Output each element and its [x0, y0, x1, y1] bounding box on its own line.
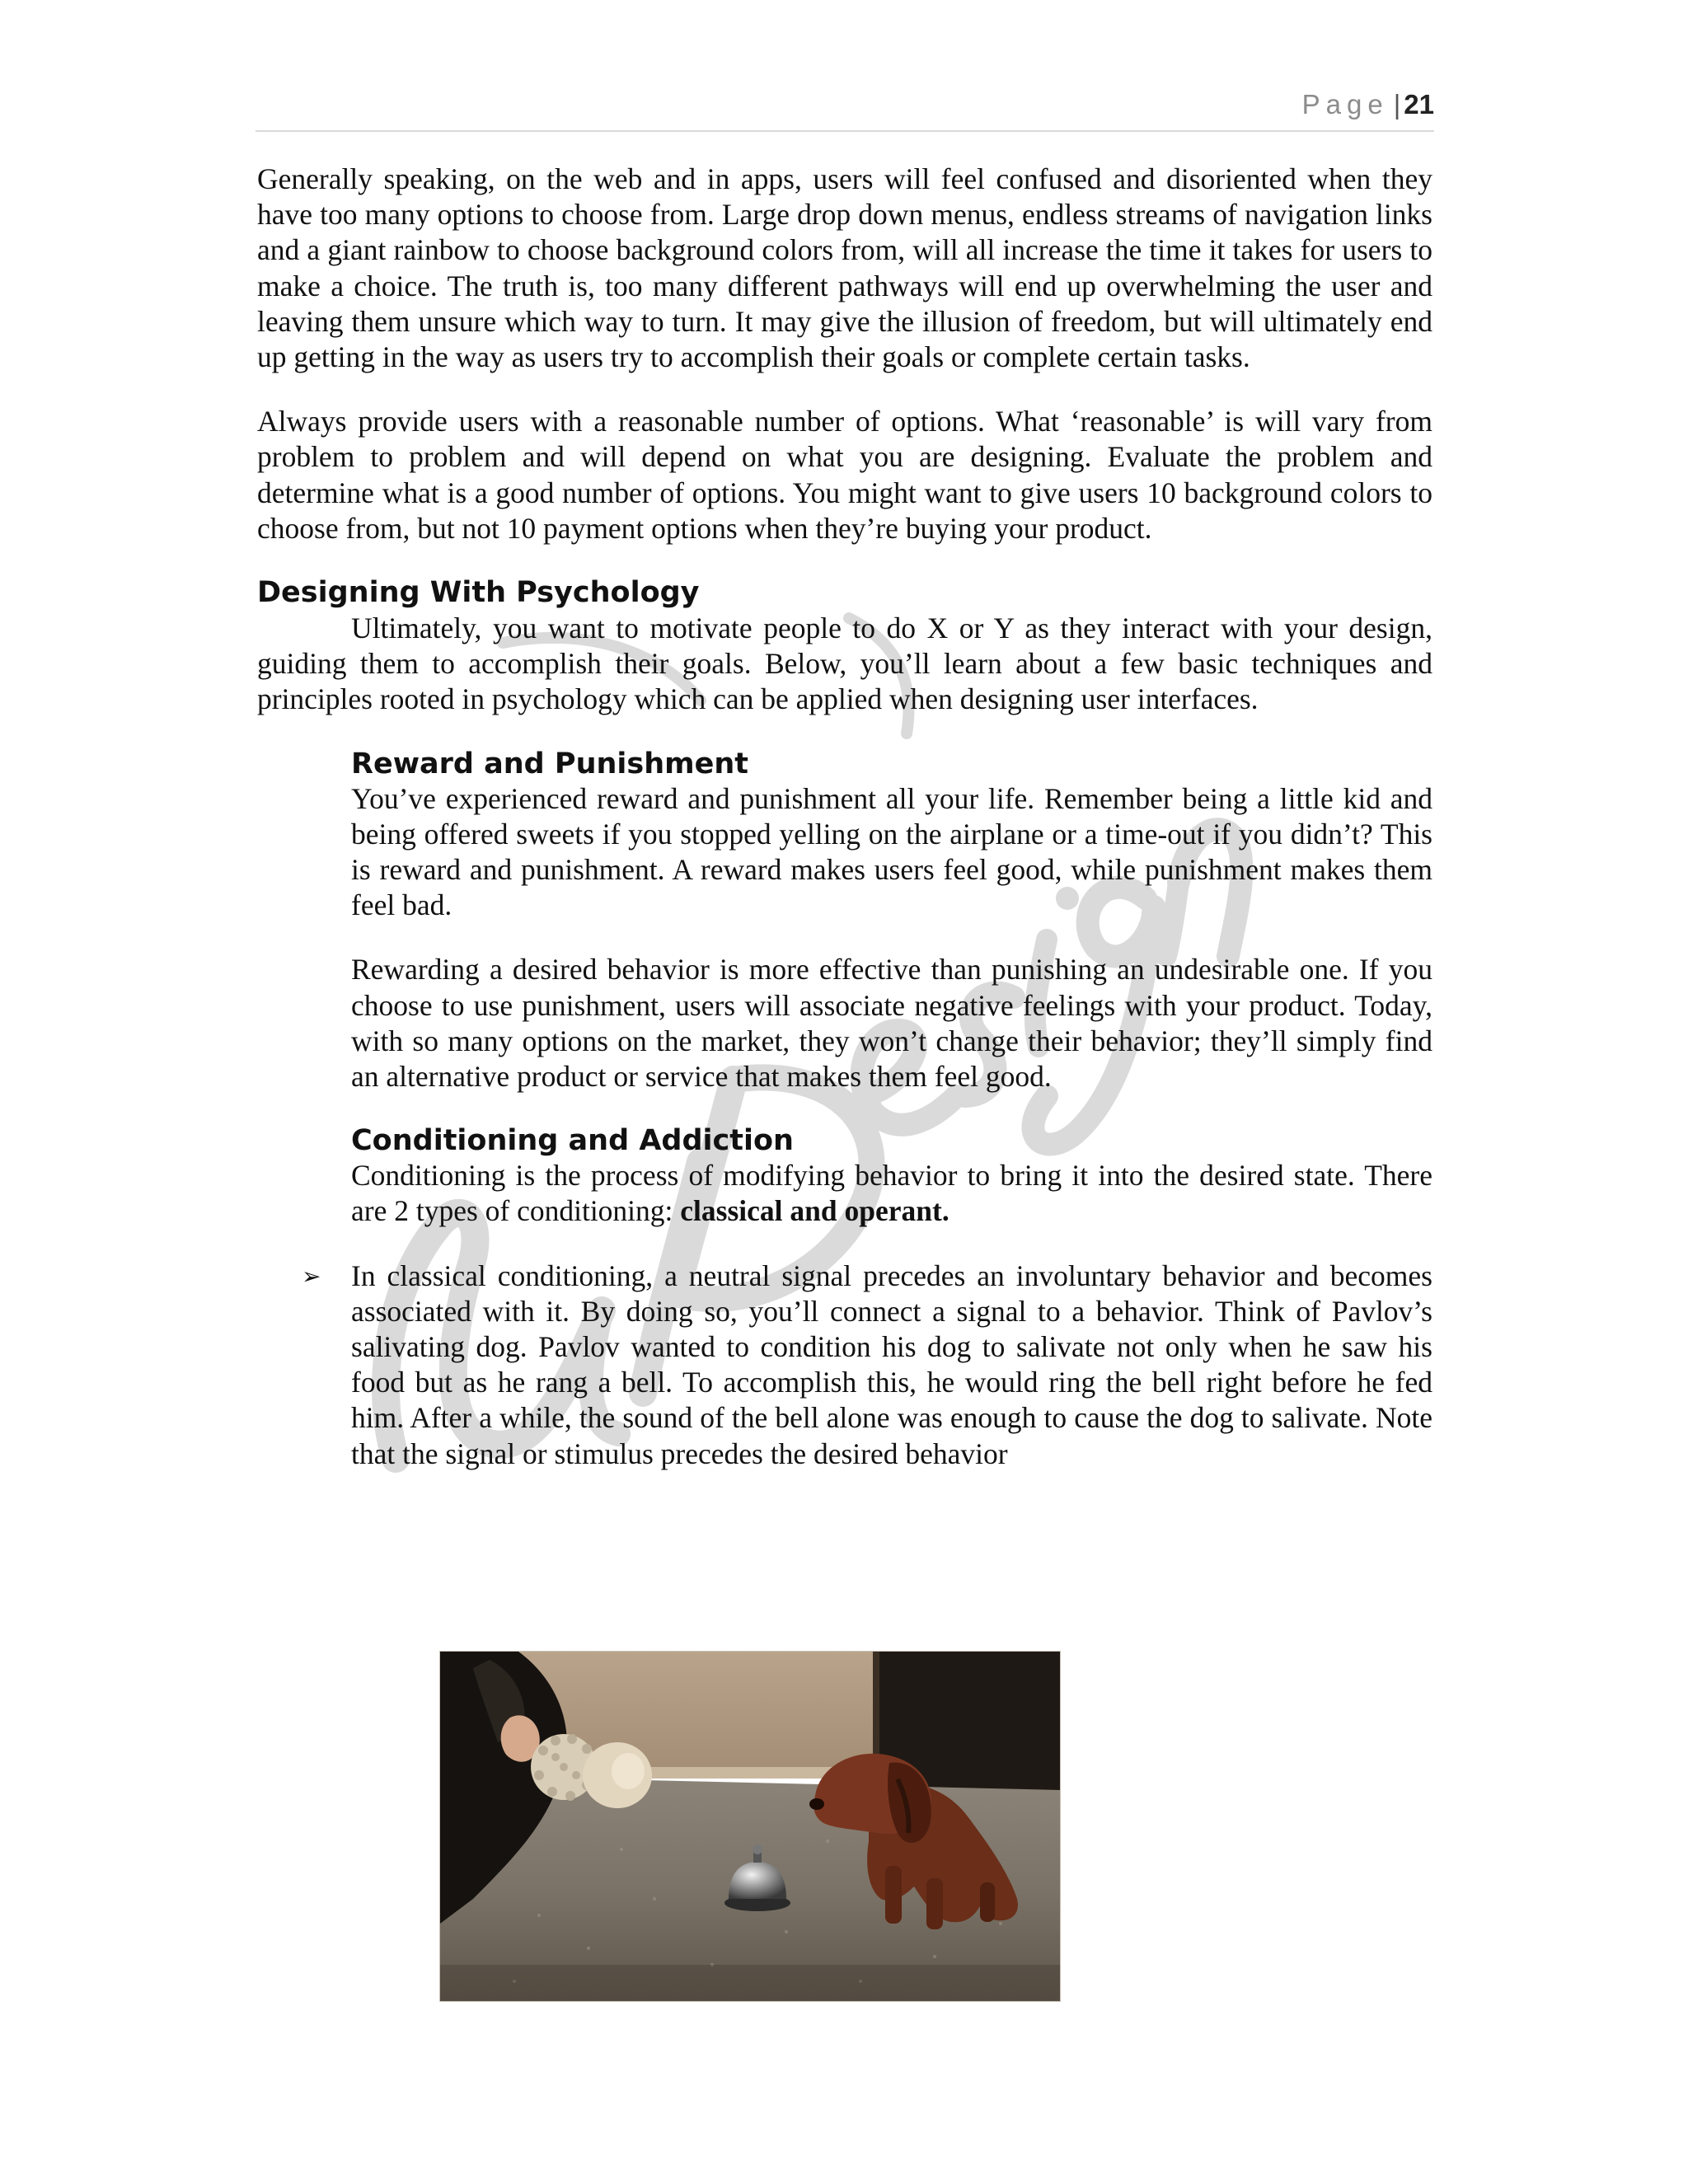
page-label: Page [1301, 89, 1389, 120]
document-body [257, 162, 1432, 1472]
paragraph-reasonable-options: Always provide users with a reasonable number of options. What ‘reasonable’ is will vary from problem to problem and will depend on what you are designing. Evaluate the problem and determine what is a good number of options. You might want to give users 10 background colors to choose from, but not 10 payment options when they’re buying your product. [257, 405, 1432, 545]
heading-reward-and-punishment: Reward and Punishment [351, 747, 749, 780]
page-header [256, 89, 1434, 132]
list-item [302, 1258, 1432, 1472]
paragraph-psychology-intro: Ultimately, you want to motivate people to do X or Y as they interact with your design, guiding them to accomplish their goals. Below, you’ll learn about a few basic techniques and principles rooted in psychology which can be applied when designing user interfaces. [257, 612, 1432, 716]
paragraph-reward-2: Rewarding a desired behavior is more effective than punishing an undesirable one. If you choose to use punishment, users will associate negative feelings with your product. Today, with so many options on the market, they won’t change their behavior; they’ll simply find an alternative product or service that makes them feel good. [351, 953, 1432, 1094]
paragraph-conditioning [351, 1158, 1432, 1229]
paragraph-choices: Generally speaking, on the web and in apps, users will feel confused and disoriented when they have too many options to choose from. Large drop down menus, endless streams of navigation links and a giant rainbow to choose background colors from, will all increase the time it takes for users to make a choice. The truth is, too many different pathways will end up overwhelming the user and leaving them unsure which way to turn. It may give the illusion of freedom, but will ultimately end up getting in the way as users try to accomplish their goals or complete certain tasks. [257, 162, 1432, 374]
header-separator: | [1393, 89, 1401, 120]
heading-conditioning-and-addiction: Conditioning and Addiction [351, 1124, 794, 1158]
arrowhead-bullet-icon: ➢ [302, 1262, 321, 1290]
heading-designing-with-psychology: Designing With Psychology [257, 576, 700, 610]
page-number: 21 [1404, 89, 1434, 120]
paragraph-reward-1: You’ve experienced reward and punishment all your life. Remember being a little kid and being offered sweets if you stopped yelling on the airplane or a time-out if you didn’t? This is reward and punishment. A reward makes users feel good, while punishment makes them feel bad. [351, 781, 1432, 922]
conditioning-types-bold: classical and operant. [680, 1194, 950, 1228]
photo-dog-and-bell [439, 1651, 1061, 2002]
paragraph-classical-conditioning: In classical conditioning, a neutral signal precedes an involuntary behavior and becomes associated with it. By doing so, you’ll connect a signal to a behavior. Think of Pavlov’s salivating dog. Pavlov wanted to condition his dog to salivate not only when he saw his food but as he rang a bell. To accomplish this, he would ring the bell right before he fed him. After a while, the sound of the bell alone was enough to cause the dog to salivate. Note that the signal or stimulus precedes the desired behavior [351, 1258, 1432, 1470]
conditioning-lead-text: Conditioning is the process of modifying behavior to bring it into the desired state. There are 2 types of conditioning: [351, 1159, 1432, 1228]
